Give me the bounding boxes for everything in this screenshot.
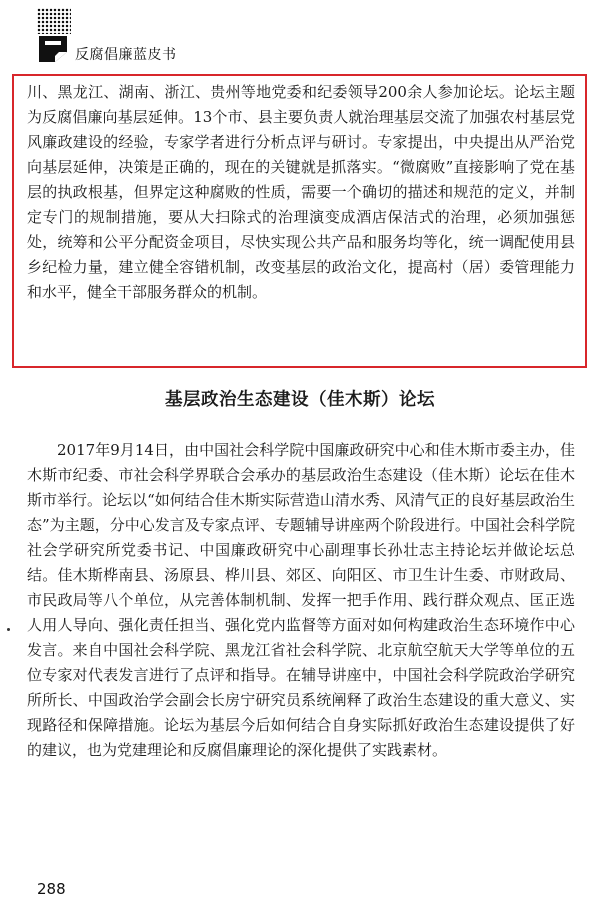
margin-mark (7, 628, 10, 631)
page-number: 288 (37, 880, 66, 898)
halftone-dots-decoration (37, 8, 71, 34)
section-heading: 基层政治生态建设（佳木斯）论坛 (165, 390, 435, 410)
book-title: 反腐倡廉蓝皮书 (75, 47, 177, 63)
book-corner-icon (37, 34, 69, 64)
highlighted-paragraph: 川、黑龙江、湖南、浙江、贵州等地党委和纪委领导200余人参加论坛。论坛主题为反腐倡廉向基层延伸。13个市、县主要负责人就治理基层交流了加强农村基层党风廉政建设的经验，专家学者进行分析点评与研讨。专家提出，中央提出从严治党向基层延伸，决策是正确的，现在的关键就是抓落实。“微腐败”直接影响了党在基层的执政根基，但界定这种腐败的性质，需要一个确切的描述和规范的定义，并制定专门的规制措施，要从大扫除式的治理演变成酒店保洁式的治理，必须加强惩处，统筹和公平分配资金项目，尽快实现公共产品和服务均等化，统一调配使用县乡纪检力量，建立健全容错机制，改变基层的政治文化，提高村（居）委管理能力和水平，健全干部服务群众的机制。 (27, 83, 575, 301)
section-body-paragraph: 2017年9月14日，由中国社会科学院中国廉政研究中心和佳木斯市委主办，佳木斯市纪委、市社会科学界联合会承办的基层政治生态建设（佳木斯）论坛在佳木斯市举行。论坛以“如何结合佳木斯实际营造山清水秀、风清气正的良好基层政治生态”为主题，分中心发言及专家点评、专题辅导讲座两个阶段进行。中国社会科学院社会学研究所党委书记、中国廉政研究中心副理事长孙壮志主持论坛并做论坛总结。佳木斯桦南县、汤原县、桦川县、郊区、向阳区、市卫生计生委、市财政局、市民政局等八个单位，从完善体制机制、发挥一把手作用、践行群众观点、匡正选人用人导向、强化责任担当、强化党内监督等方面对如何构建政治生态环境作中心发言。来自中国社会科学院、黑龙江省社会科学院、北京航空航天大学等单位的五位专家对代表发言进行了点评和指导。在辅导讲座中，中国社会科学院政治学研究所所长、中国政治学会副会长房宁研究员系统阐释了政治生态建设的重大意义、实现路径和保障措施。论坛为基层今后如何结合自身实际抓好政治生态建设提供了好的建议，也为党建理论和反腐倡廉理论的深化提供了实践素材。 (27, 441, 575, 759)
page-header (37, 8, 577, 68)
